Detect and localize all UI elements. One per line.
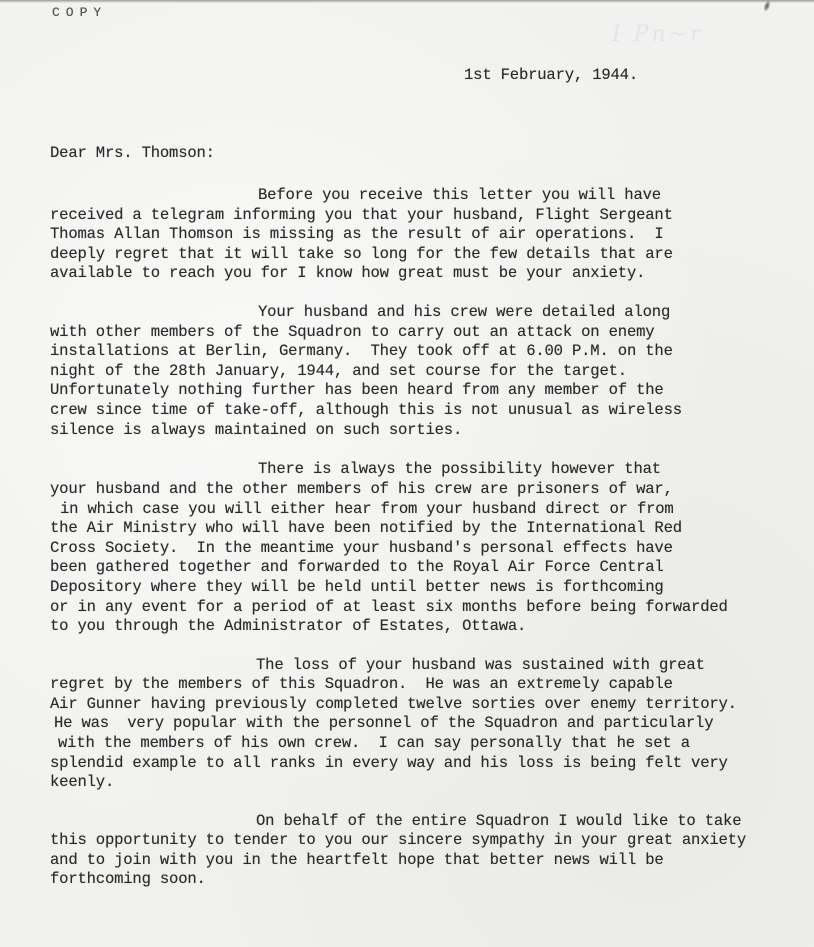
paragraph-line: been gathered together and forwarded to the Royal Air Force Central bbox=[50, 558, 664, 576]
paragraph-line: with other members of the Squadron to carry out an attack on enemy bbox=[50, 323, 655, 341]
paragraph-line: deeply regret that it will take so long for the few details that are bbox=[50, 245, 673, 263]
paragraph-line: splendid example to all ranks in every way and his loss is being felt very bbox=[50, 754, 728, 772]
paragraph-line: the Air Ministry who will have been notified by the International Red bbox=[50, 519, 682, 537]
paragraph-line: Cross Society. In the meantime your husband's personal effects have bbox=[50, 539, 673, 557]
paragraph-line: available to reach you for I know how great must be your anxiety. bbox=[50, 264, 646, 282]
paragraph-line: your husband and the other members of his crew are prisoners of war, bbox=[50, 480, 673, 498]
paragraph-line: or in any event for a period of at least six months before being forwarded bbox=[50, 598, 728, 616]
paragraph-line: keenly. bbox=[50, 773, 115, 791]
paragraph-line: forthcoming soon. bbox=[50, 870, 206, 888]
paragraph-line: Thomas Allan Thomson is missing as the result of air operations. I bbox=[50, 225, 664, 243]
copy-header-mark: COPY bbox=[52, 5, 108, 20]
paragraph-line: On behalf of the entire Squadron I would like to take bbox=[256, 812, 742, 830]
paragraph-line: Depository where they will be held until better news is forthcoming bbox=[50, 578, 664, 596]
paragraph-line: installations at Berlin, Germany. They took off at 6.00 P.M. on the bbox=[50, 342, 673, 360]
paragraph-line: this opportunity to tender to you our sincere sympathy in your great anxiety bbox=[50, 831, 746, 849]
paragraph-line: crew since time of take-off, although this is not unusual as wireless bbox=[50, 401, 682, 419]
paragraph-line: He was very popular with the personnel of the Squadron and particularly bbox=[54, 714, 714, 732]
paragraph-line: received a telegram informing you that your husband, Flight Sergeant bbox=[50, 206, 673, 224]
paragraph-line: to you through the Administrator of Estates, Ottawa. bbox=[50, 617, 527, 635]
paragraph-line: Unfortunately nothing further has been heard from any member of the bbox=[50, 381, 664, 399]
paragraph-line: The loss of your husband was sustained with great bbox=[256, 656, 705, 674]
faint-bleedthrough-mark: I Pn~r bbox=[612, 22, 704, 47]
paragraph-line: Your husband and his crew were detailed along bbox=[258, 303, 671, 321]
paragraph-line: There is always the possibility however that bbox=[258, 460, 661, 478]
paragraph-line: and to join with you in the heartfelt hope that better news will be bbox=[50, 851, 664, 869]
paragraph-line: with the members of his own crew. I can say personally that he set a bbox=[58, 734, 690, 752]
paragraph-line: silence is always maintained on such sorties. bbox=[50, 421, 463, 439]
paragraph-line: regret by the members of this Squadron. He was an extremely capable bbox=[50, 675, 673, 693]
page-top-edge bbox=[0, 0, 814, 3]
paragraph-line: Before you receive this letter you will have bbox=[258, 186, 661, 204]
paragraph-line: Air Gunner having previously completed twelve sorties over enemy territory. bbox=[50, 695, 737, 713]
paragraph-line: night of the 28th January, 1944, and set course for the target. bbox=[50, 362, 627, 380]
letter-date: 1st February, 1944. bbox=[464, 66, 638, 84]
salutation: Dear Mrs. Thomson: bbox=[50, 144, 215, 162]
paragraph-line: in which case you will either hear from your husband direct or from bbox=[60, 500, 674, 518]
